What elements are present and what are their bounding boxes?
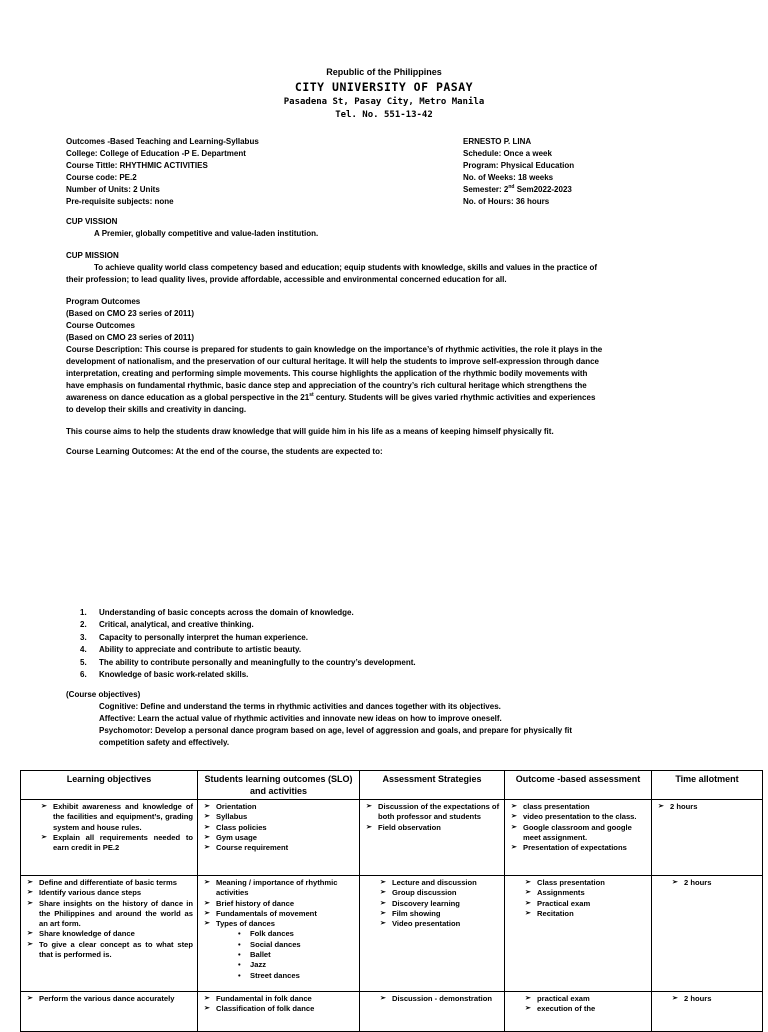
info-line: Outcomes -Based Teaching and Learning-Syllabus bbox=[66, 137, 259, 146]
list-item: ➢ Share knowledge of dance bbox=[25, 929, 193, 939]
info-line: Course code: PE.2 bbox=[66, 173, 137, 182]
table-cell bbox=[198, 800, 360, 876]
republic-heading: Republic of the Philippines bbox=[326, 67, 442, 77]
table-cell bbox=[198, 992, 360, 1032]
list-item: ➢ Meaning / importance of rhythmic activities bbox=[202, 878, 355, 899]
list-item: ➢ Practical exam bbox=[509, 899, 647, 909]
list-item: ➢ Identify various dance steps bbox=[25, 888, 193, 898]
table-cell bbox=[21, 992, 198, 1032]
list-item: 1. Understanding of basic concepts across the domain of knowledge. bbox=[80, 608, 354, 617]
table-cell bbox=[360, 800, 505, 876]
list-item: ➢ Brief history of dance bbox=[202, 899, 355, 909]
header-outcome-assessment: Outcome -based assessment bbox=[505, 771, 652, 800]
course-aim: This course aims to help the students draw knowledge that will guide him in his life as a means of keeping himself physically fit. bbox=[66, 427, 554, 436]
list-item: ➢ Video presentation bbox=[364, 919, 500, 929]
list-item: ➢ Gym usage bbox=[202, 833, 355, 843]
university-address: Pasadena St, Pasay City, Metro Manila bbox=[283, 97, 485, 107]
university-name: CITY UNIVERSITY OF PASAY bbox=[294, 80, 474, 94]
list-item: ➢ Class presentation bbox=[509, 878, 647, 888]
syllabus-table bbox=[20, 770, 763, 1032]
course-description-6: to develop their skills and creativity in dancing. bbox=[66, 405, 247, 414]
mission-title: CUP MISSION bbox=[66, 251, 119, 260]
list-item: ➢ Google classroom and google meet assignment. bbox=[509, 823, 647, 844]
list-item: 4. Ability to appreciate and contribute to artistic beauty. bbox=[80, 645, 302, 655]
list-item: ➢ Recitation bbox=[509, 909, 647, 919]
time-value: ➢ 2 hours bbox=[656, 878, 758, 888]
course-description-3: interpretation, creating and performing simple movements. This course highlights the application of the rhythmic bodily movements with bbox=[66, 369, 588, 378]
course-description-1: Course Description: This course is prepared for students to gain knowledge on the importance’s of rhythmic activities, the role it plays in the bbox=[66, 345, 603, 354]
table-cell bbox=[505, 800, 652, 876]
info-line: College: College of Education -P E. Department bbox=[66, 149, 246, 158]
instructor-name: ERNESTO P. LINA bbox=[463, 137, 532, 146]
info-line: Number of Units: 2 Units bbox=[66, 185, 160, 194]
list-item: • Jazz bbox=[238, 960, 355, 970]
list-item: ➢ class presentation bbox=[509, 802, 647, 812]
table-cell bbox=[652, 800, 763, 876]
course-description-5: awareness on dance education as a global perspective in the 21st century. Students will be gives varied rhythmic activities and experiences bbox=[66, 392, 596, 402]
info-line: Pre-requisite subjects: none bbox=[66, 197, 174, 206]
table-cell bbox=[360, 992, 505, 1032]
objective-psychomotor-2: competition safety and effectively. bbox=[99, 738, 230, 747]
list-item: ➢ Orientation bbox=[202, 802, 355, 812]
table-cell bbox=[198, 876, 360, 992]
info-line: No. of Weeks: 18 weeks bbox=[463, 173, 554, 182]
list-item: ➢ Perform the various dance accurately bbox=[25, 994, 193, 1004]
list-item: ➢ To give a clear concept as to what step that is performed is. bbox=[25, 940, 193, 961]
table-cell bbox=[21, 800, 198, 876]
table-header-row bbox=[21, 771, 763, 800]
header-time-allotment: Time allotment bbox=[652, 771, 763, 800]
telephone-number: Tel. No. 551-13-42 bbox=[335, 110, 433, 120]
list-item: ➢ Syllabus bbox=[202, 812, 355, 822]
list-item: ➢ Discussion of the expectations of both professor and students bbox=[364, 802, 500, 823]
list-item: • Ballet bbox=[238, 950, 355, 960]
table-cell bbox=[652, 876, 763, 992]
semester-line: Semester: 2nd Sem2022-2023 bbox=[463, 184, 572, 194]
list-item: ➢ practical exam bbox=[509, 994, 647, 1004]
clo-intro: Course Learning Outcomes: At the end of the course, the students are expected to: bbox=[66, 447, 383, 456]
list-item: 2. Critical, analytical, and creative thinking. bbox=[80, 620, 254, 630]
time-value: ➢ 2 hours bbox=[656, 994, 758, 1004]
objective-cognitive: Cognitive: Define and understand the terms in rhythmic activities and dances together with its objectives. bbox=[99, 702, 501, 711]
course-outcomes-title: Course Outcomes bbox=[66, 321, 135, 330]
course-outcomes-basis: (Based on CMO 23 series of 2011) bbox=[66, 333, 195, 342]
list-item: ➢ Assignments bbox=[509, 888, 647, 898]
program-outcomes-title: Program Outcomes bbox=[66, 297, 141, 306]
info-line: Schedule: Once a week bbox=[463, 149, 552, 158]
list-item: ➢ Fundamental in folk dance bbox=[202, 994, 355, 1004]
list-item: • Social dances bbox=[238, 940, 355, 950]
program-outcomes-basis: (Based on CMO 23 series of 2011) bbox=[66, 309, 195, 318]
objective-psychomotor-1: Psychomotor: Develop a personal dance program based on age, level of aggression and goals, and prepare for physically fit bbox=[99, 726, 573, 735]
list-item: ➢ Film showing bbox=[364, 909, 500, 919]
course-info-left bbox=[66, 136, 259, 208]
table-cell bbox=[505, 876, 652, 992]
list-item: • Folk dances bbox=[238, 929, 355, 939]
list-item: 3. Capacity to personally interpret the human experience. bbox=[80, 632, 308, 642]
list-item: ➢ Fundamentals of movement bbox=[202, 909, 355, 919]
learning-outcomes-list bbox=[80, 607, 416, 681]
info-line: No. of Hours: 36 hours bbox=[463, 197, 550, 206]
table-cell bbox=[21, 876, 198, 992]
course-description-2: development of nationalism, and the preservation of our cultural heritage. It will help the students to improve self-expression through dance bbox=[66, 357, 599, 366]
list-item: ➢ Types of dances bbox=[202, 919, 355, 929]
vision-title: CUP VISSION bbox=[66, 217, 118, 226]
objective-affective: Affective: Learn the actual value of rhythmic activities and innovate new ideas on how to improve oneself. bbox=[99, 714, 502, 723]
mission-text-1: To achieve quality world class competency based and education; equip students with knowledge, skills and values in the practice of bbox=[94, 263, 598, 272]
header-learning-objectives: Learning objectives bbox=[21, 771, 198, 800]
course-description-4: have emphasis on fundamental rhythmic, basic dance step and appreciation of the country’s rich cultural heritage which strengthens the bbox=[66, 381, 587, 390]
vision-text: A Premier, globally competitive and value-laden institution. bbox=[94, 229, 319, 238]
list-item: ➢ Course requirement bbox=[202, 843, 355, 853]
time-value: ➢ 2 hours bbox=[656, 802, 758, 812]
table-row bbox=[21, 992, 763, 1032]
course-info-right bbox=[463, 136, 574, 208]
list-item: ➢ Lecture and discussion bbox=[364, 878, 500, 888]
list-item: 6. Knowledge of basic work-related skills. bbox=[80, 670, 249, 680]
list-item: ➢ Discovery learning bbox=[364, 899, 500, 909]
list-item: ➢ Class policies bbox=[202, 823, 355, 833]
info-line: Program: Physical Education bbox=[463, 161, 575, 170]
table-row bbox=[21, 876, 763, 992]
info-line: Course Tittle: RHYTHMIC ACTIVITIES bbox=[66, 161, 208, 170]
list-item: 5. The ability to contribute personally and meaningfully to the country’s development. bbox=[80, 657, 416, 667]
list-item: ➢ Classification of folk dance bbox=[202, 1004, 355, 1014]
mission-text-2: their profession; to lead quality lives, provide affordable, accessible and environmental concerned education for all. bbox=[66, 275, 507, 284]
header-assessment-strategies: Assessment Strategies bbox=[360, 771, 505, 800]
list-item: ➢ Discussion - demonstration bbox=[364, 994, 500, 1004]
list-item: ➢ Exhibit awareness and knowledge of the facilities and equipment’s, grading system and house rules. bbox=[25, 802, 193, 833]
list-item: ➢ Explain all requirements needed to earn credit in PE.2 bbox=[25, 833, 193, 854]
list-item: ➢ Define and differentiate of basic terms bbox=[25, 878, 193, 888]
list-item: ➢ Presentation of expectations bbox=[509, 843, 647, 853]
table-row bbox=[21, 800, 763, 876]
list-item: ➢ Share insights on the history of dance in the Philippines and around the world as an art form. bbox=[25, 899, 193, 930]
list-item: ➢ execution of the bbox=[509, 1004, 647, 1014]
list-item: ➢ video presentation to the class. bbox=[509, 812, 647, 822]
header-slo: Students learning outcomes (SLO) and activities bbox=[198, 771, 360, 800]
objectives-title: (Course objectives) bbox=[66, 690, 141, 699]
list-item: • Street dances bbox=[238, 971, 355, 981]
table-cell bbox=[652, 992, 763, 1032]
table-cell bbox=[505, 992, 652, 1032]
list-item: ➢ Group discussion bbox=[364, 888, 500, 898]
list-item: ➢ Field observation bbox=[364, 823, 500, 833]
table-cell bbox=[360, 876, 505, 992]
